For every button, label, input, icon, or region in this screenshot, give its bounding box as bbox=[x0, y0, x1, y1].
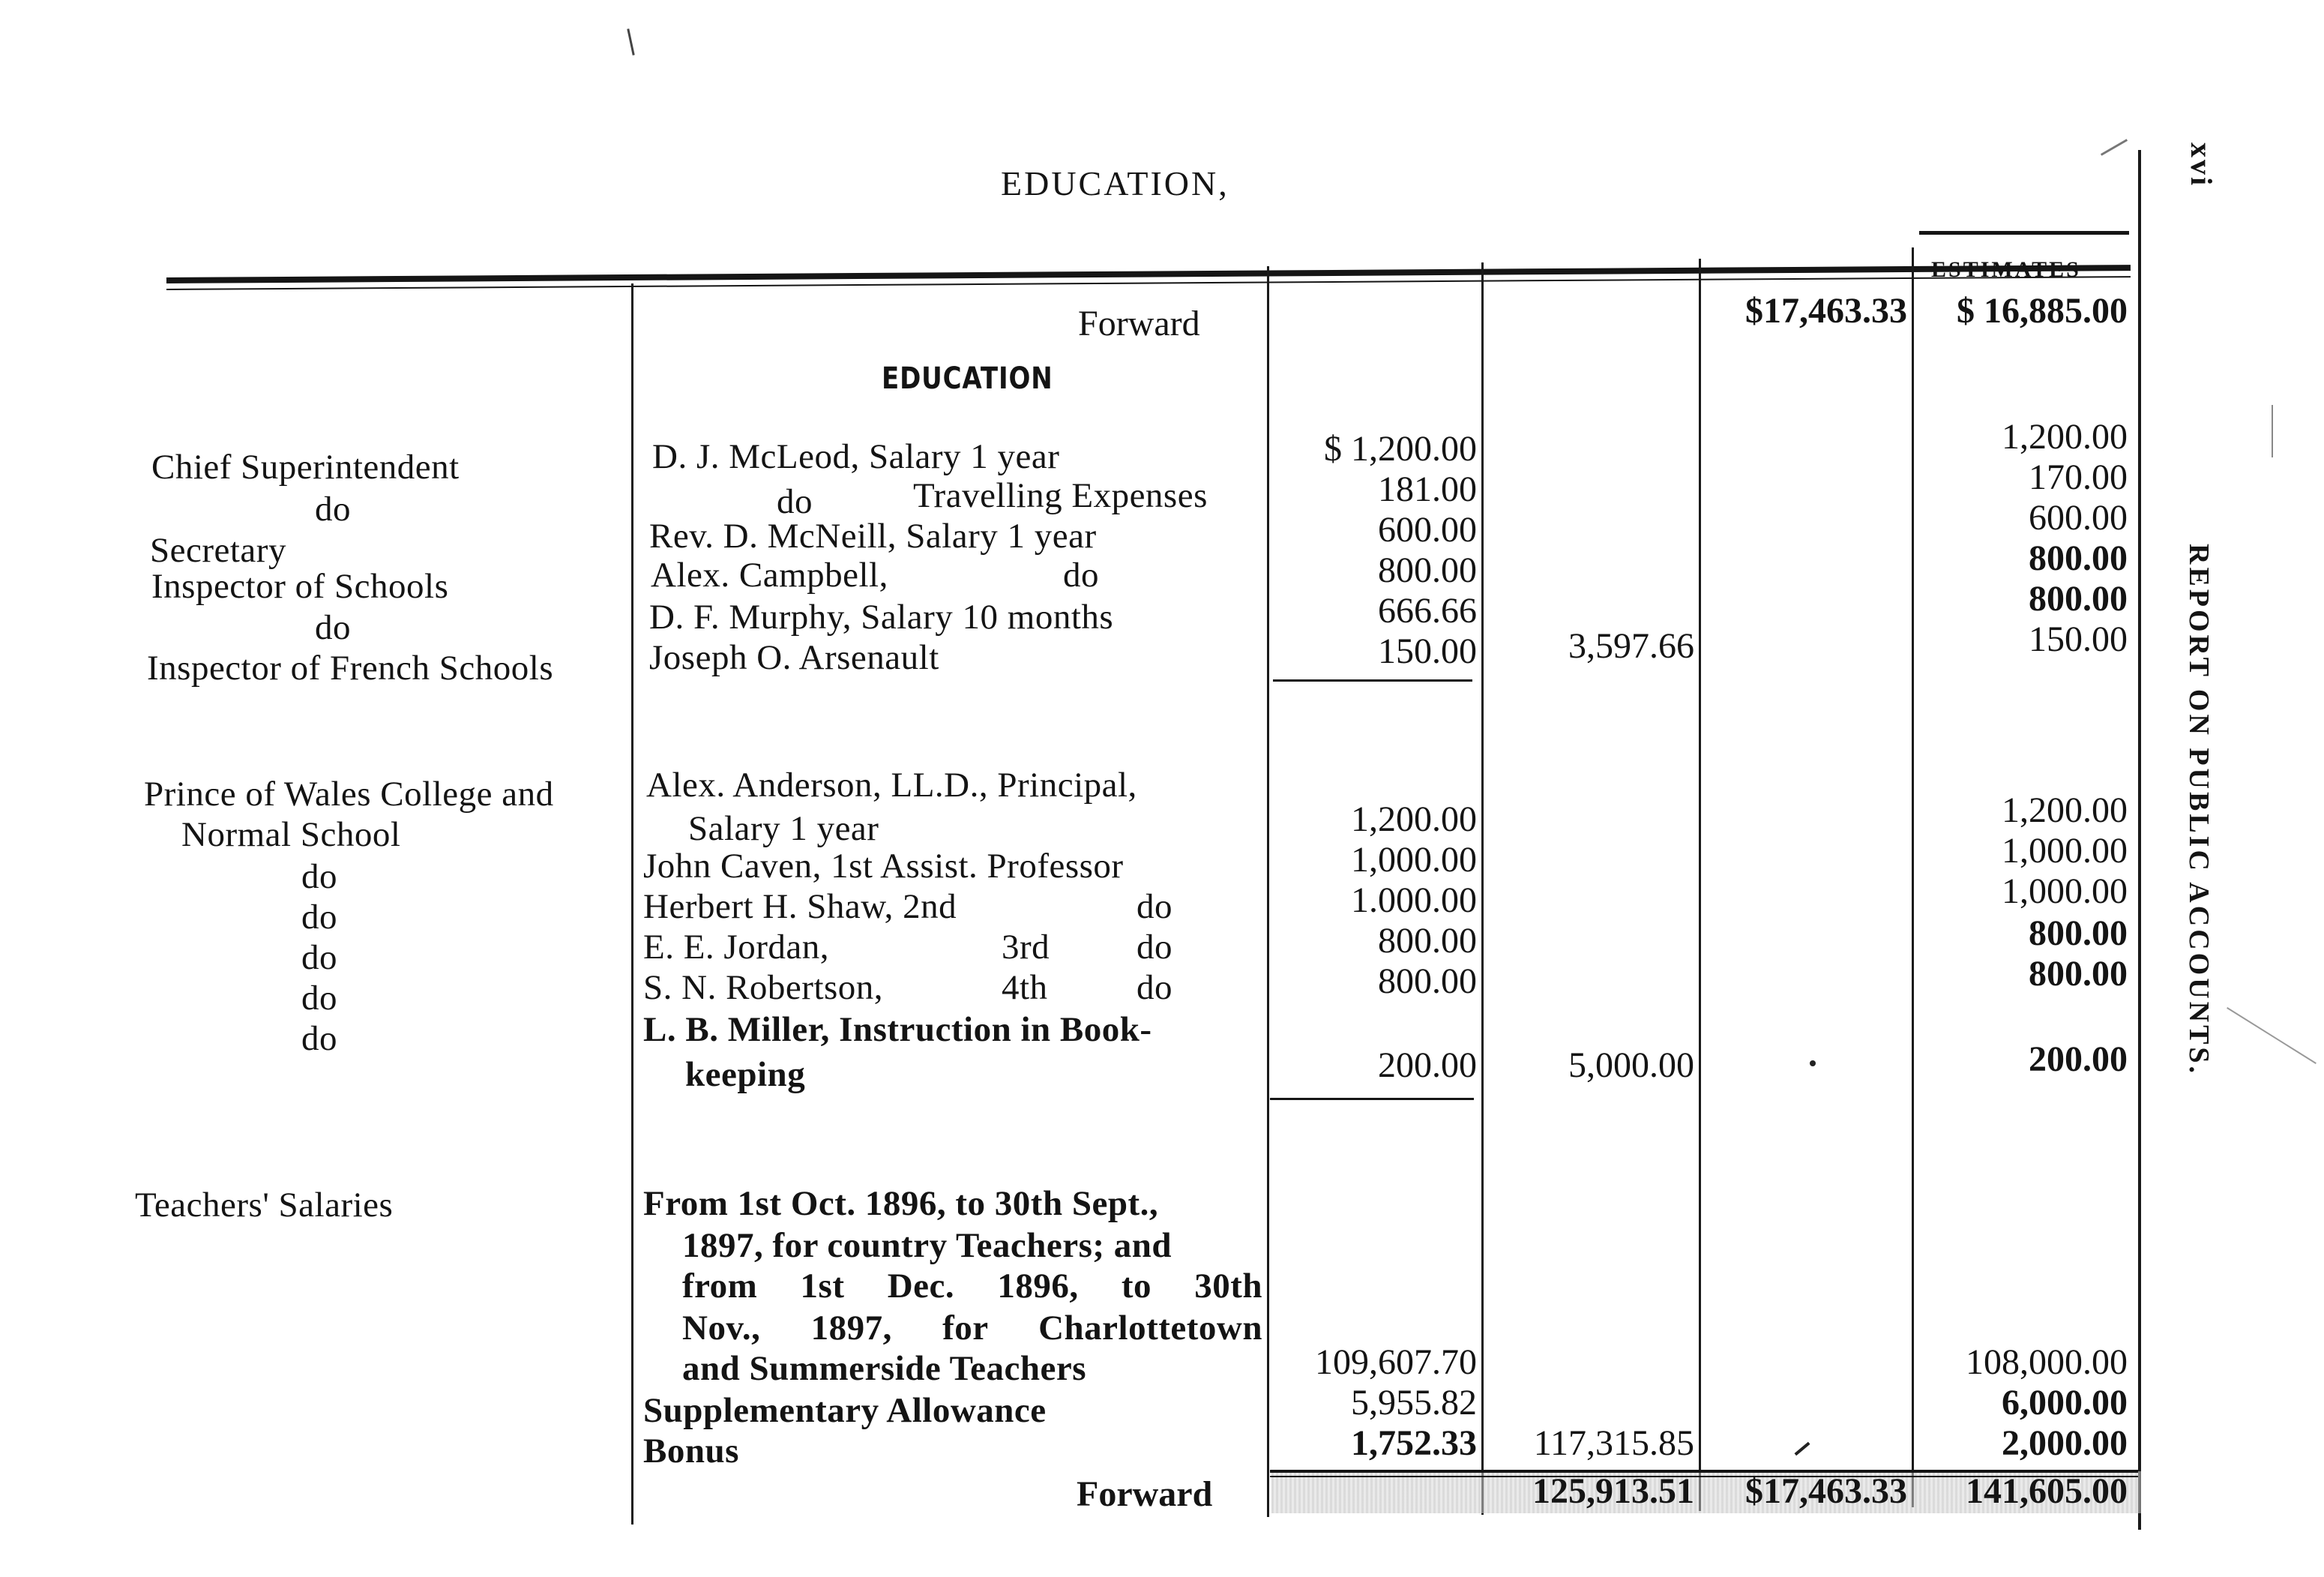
section-heading: EDUCATION bbox=[882, 361, 1053, 396]
amount: 5,955.82 bbox=[1351, 1383, 1477, 1423]
payee-ditto: do bbox=[1137, 887, 1172, 926]
office-label: Chief Superintendent bbox=[151, 448, 460, 487]
amount: 150.00 bbox=[1378, 631, 1477, 671]
page-title: EDUCATION, bbox=[1001, 164, 1229, 202]
office-label: Teachers' Salaries bbox=[135, 1186, 394, 1225]
office-label: do bbox=[301, 979, 337, 1018]
estimate: 800.00 bbox=[2029, 538, 2128, 578]
payee-ditto: do bbox=[1063, 556, 1099, 595]
forward-label: Forward bbox=[1078, 304, 1200, 343]
footer-total-col3: $17,463.33 bbox=[1745, 1471, 1907, 1511]
page-number: xvi bbox=[2185, 142, 2218, 188]
payee-ditto: do bbox=[1137, 928, 1172, 967]
column-rule bbox=[1912, 247, 1914, 1507]
payee-name: E. E. Jordan, bbox=[643, 928, 829, 967]
payee-name: Rev. D. McNeill, Salary 1 year bbox=[649, 517, 1097, 556]
payee-name: Alex. Campbell, bbox=[651, 556, 888, 595]
amount: 600.00 bbox=[1378, 510, 1477, 550]
subtotal: 3,597.66 bbox=[1568, 626, 1694, 666]
payee-name: L. B. Miller, Instruction in Book- bbox=[643, 1010, 1152, 1049]
subtotal: 117,315.85 bbox=[1533, 1423, 1694, 1463]
column-rule bbox=[1699, 259, 1701, 1511]
estimate: 800.00 bbox=[2029, 954, 2128, 994]
dot-mark bbox=[1810, 1060, 1816, 1066]
estimate: 108,000.00 bbox=[1966, 1342, 2128, 1382]
scan-mark bbox=[2101, 139, 2128, 156]
payee-name: S. N. Robertson, bbox=[643, 968, 884, 1007]
amount: 109,607.70 bbox=[1315, 1342, 1477, 1382]
payee-name: Alex. Anderson, LL.D., Principal, bbox=[646, 766, 1137, 805]
amount: 800.00 bbox=[1378, 961, 1477, 1001]
description-line: and Summerside Teachers bbox=[682, 1349, 1086, 1388]
description-line: From 1st Oct. 1896, to 30th Sept., bbox=[643, 1184, 1159, 1223]
payee-rank: 4th bbox=[1002, 968, 1048, 1007]
description-line: 1897, for country Teachers; and bbox=[682, 1226, 1172, 1265]
office-label: do bbox=[301, 857, 337, 896]
description-line: Nov., 1897, for Charlottetown bbox=[682, 1309, 1262, 1348]
payee-ditto: do bbox=[1137, 968, 1172, 1007]
amount: 1,000.00 bbox=[1351, 840, 1477, 880]
check-mark bbox=[1795, 1442, 1810, 1456]
estimate: 1,000.00 bbox=[2002, 831, 2128, 871]
amount: $ 1,200.00 bbox=[1324, 429, 1477, 469]
payee-name: D. J. McLeod, Salary 1 year bbox=[652, 437, 1060, 476]
payee-name: John Caven, 1st Assist. Professor bbox=[643, 847, 1124, 886]
payee-name: Bonus bbox=[643, 1432, 739, 1471]
footer-total-estimate: 141,605.00 bbox=[1966, 1471, 2128, 1511]
footer-forward-label: Forward bbox=[1077, 1474, 1213, 1514]
estimate: 2,000.00 bbox=[2002, 1423, 2128, 1463]
estimate: 800.00 bbox=[2029, 579, 2128, 619]
footer-total-col2: 125,913.51 bbox=[1532, 1471, 1694, 1511]
running-title: REPORT ON PUBLIC ACCOUNTS. bbox=[2183, 544, 2215, 1077]
office-label: do bbox=[301, 1019, 337, 1058]
amount: 800.00 bbox=[1378, 921, 1477, 961]
payee-name: Salary 1 year bbox=[688, 809, 879, 848]
subtotal-rule bbox=[1270, 1098, 1474, 1100]
scan-mark bbox=[2227, 1007, 2317, 1064]
payee-name: Herbert H. Shaw, 2nd bbox=[643, 887, 957, 926]
amount: 181.00 bbox=[1378, 469, 1477, 509]
subtotal: 5,000.00 bbox=[1568, 1045, 1694, 1085]
office-label: Prince of Wales College and bbox=[144, 775, 554, 814]
forward-estimate: $ 16,885.00 bbox=[1957, 291, 2128, 331]
column-rule bbox=[1481, 262, 1484, 1515]
subtotal-rule bbox=[1273, 679, 1472, 682]
estimate: 6,000.00 bbox=[2002, 1383, 2128, 1423]
scan-mark bbox=[627, 28, 634, 55]
top-rule bbox=[166, 265, 2131, 283]
payee-ditto: do bbox=[777, 482, 813, 521]
description-line: from 1st Dec. 1896, to 30th bbox=[682, 1267, 1262, 1306]
amount: 1,752.33 bbox=[1351, 1423, 1477, 1463]
estimate: 200.00 bbox=[2029, 1039, 2128, 1079]
scan-mark bbox=[2272, 405, 2273, 457]
amount: 1.000.00 bbox=[1351, 880, 1477, 920]
amount: 800.00 bbox=[1378, 550, 1477, 590]
estimate: 1,200.00 bbox=[2002, 790, 2128, 830]
forward-col3: $17,463.33 bbox=[1745, 291, 1907, 331]
office-label: Inspector of French Schools bbox=[147, 649, 554, 688]
payee-name: Supplementary Allowance bbox=[643, 1391, 1047, 1430]
right-border bbox=[2138, 150, 2141, 1530]
amount: 200.00 bbox=[1378, 1045, 1477, 1085]
payee-rank: 3rd bbox=[1002, 928, 1050, 967]
office-label: Secretary bbox=[150, 531, 286, 570]
payee-name: D. F. Murphy, Salary 10 months bbox=[649, 598, 1114, 637]
payee-name: Travelling Expenses bbox=[913, 476, 1208, 515]
office-label: Inspector of Schools bbox=[151, 567, 449, 606]
payee-name: keeping bbox=[685, 1055, 806, 1094]
estimate: 800.00 bbox=[2029, 913, 2128, 953]
estimate: 150.00 bbox=[2029, 619, 2128, 659]
amount: 1,200.00 bbox=[1351, 799, 1477, 839]
estimate: 1,000.00 bbox=[2002, 871, 2128, 911]
office-label: Normal School bbox=[181, 815, 401, 854]
estimates-heading: ESTIMATES bbox=[1931, 257, 2081, 282]
office-label: do bbox=[315, 490, 351, 529]
column-rule bbox=[631, 283, 633, 1525]
estimate: 600.00 bbox=[2029, 498, 2128, 538]
estimate: 1,200.00 bbox=[2002, 417, 2128, 457]
column-rule bbox=[1267, 266, 1269, 1517]
office-label: do bbox=[301, 938, 337, 977]
office-label: do bbox=[315, 608, 351, 647]
amount: 666.66 bbox=[1378, 591, 1477, 631]
payee-name: Joseph O. Arsenault bbox=[649, 638, 939, 677]
estimate: 170.00 bbox=[2029, 457, 2128, 497]
office-label: do bbox=[301, 898, 337, 937]
estimates-rule bbox=[1919, 231, 2129, 235]
